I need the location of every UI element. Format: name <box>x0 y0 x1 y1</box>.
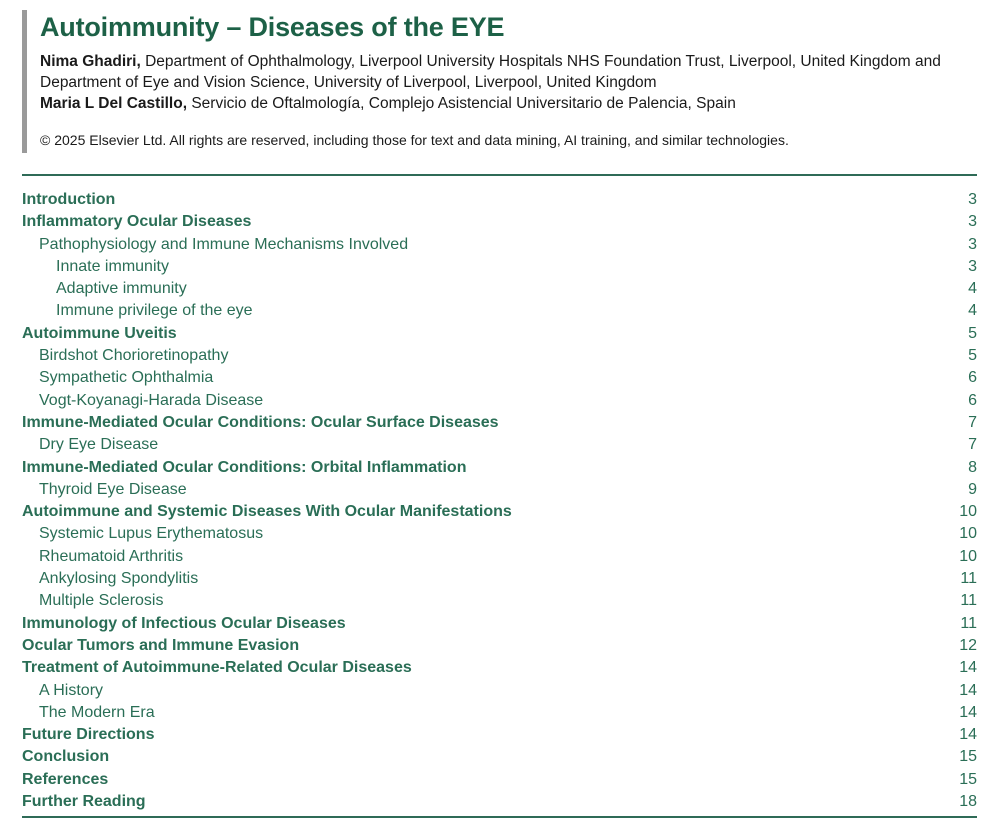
toc-entry-title[interactable]: Immune-Mediated Ocular Conditions: Ocular Surface Diseases <box>22 413 499 431</box>
toc-entry-title[interactable]: Future Directions <box>22 726 155 744</box>
toc-entry[interactable] <box>22 367 977 389</box>
toc-entry-title[interactable]: Dry Eye Disease <box>39 436 159 454</box>
toc-entry-title[interactable]: Systemic Lupus Erythematosus <box>39 525 264 543</box>
toc-entry-page: 10 <box>959 503 977 521</box>
toc-entry-title[interactable]: Further Reading <box>22 793 146 811</box>
toc-entry[interactable] <box>22 457 977 479</box>
toc-entry-page: 11 <box>960 614 977 632</box>
toc-entry-page: 7 <box>968 413 977 431</box>
toc-entry-page: 14 <box>959 703 977 721</box>
table-of-contents <box>22 189 977 813</box>
toc-entry-page: 6 <box>968 391 977 409</box>
author-affiliation: Department of Ophthalmology, Liverpool University Hospitals NHS Foundation Trust, Liverpool, United Kingdom and Department of Eye and Vision Science, University of Liverpool, Liverpool, United Kingdom <box>40 53 941 91</box>
toc-entry-title[interactable]: Vogt-Koyanagi-Harada Disease <box>39 391 264 409</box>
toc-entry[interactable] <box>22 211 977 233</box>
toc-entry[interactable] <box>22 256 977 278</box>
toc-entry-title[interactable]: Autoimmune Uveitis <box>22 324 177 342</box>
toc-entry-page: 3 <box>968 257 977 275</box>
toc-entry-page: 10 <box>959 547 977 565</box>
toc-entry-page: 4 <box>968 280 977 298</box>
toc-entry-title[interactable]: Ocular Tumors and Immune Evasion <box>22 636 300 654</box>
bottom-divider <box>22 816 977 818</box>
toc-entry[interactable] <box>22 590 977 612</box>
toc-entry-page: 3 <box>968 191 977 208</box>
toc-entry-title[interactable]: Pathophysiology and Immune Mechanisms Involved <box>39 235 409 253</box>
toc-entry-page: 3 <box>968 213 977 231</box>
toc-entry[interactable] <box>22 635 977 657</box>
toc-entry-page: 3 <box>968 235 977 253</box>
toc-entry-title[interactable]: References <box>22 770 109 788</box>
toc-entry-title[interactable]: Immunology of Infectious Ocular Diseases <box>22 614 346 632</box>
toc-entry[interactable] <box>22 724 977 746</box>
toc-entry-page: 14 <box>959 726 977 744</box>
copyright-notice: © 2025 Elsevier Ltd. All rights are reserved, including those for text and data mining, AI training, and similar technologies. <box>40 132 789 148</box>
toc-entry-title[interactable]: Immune-Mediated Ocular Conditions: Orbital Inflammation <box>22 458 467 476</box>
toc-entry-title[interactable]: Immune privilege of the eye <box>56 302 253 320</box>
author-name: Maria L Del Castillo, <box>40 95 188 112</box>
toc-entry-page: 4 <box>968 302 977 320</box>
toc-entry[interactable] <box>22 568 977 590</box>
chapter-title: Autoimmunity – Diseases of the EYE <box>40 12 505 42</box>
toc-entry-title[interactable]: Rheumatoid Arthritis <box>39 547 184 565</box>
toc-entry[interactable] <box>22 345 977 367</box>
toc-entry-title[interactable]: The Modern Era <box>39 703 155 721</box>
toc-entry[interactable] <box>22 189 977 211</box>
toc-entry-page: 8 <box>968 458 977 476</box>
author-name: Nima Ghadiri, <box>40 53 141 70</box>
toc-entry[interactable] <box>22 300 977 322</box>
toc-entry-page: 14 <box>959 659 977 677</box>
toc-entry[interactable] <box>22 546 977 568</box>
toc-entry-title[interactable]: A History <box>39 681 104 699</box>
top-divider <box>22 174 977 176</box>
toc-entry-page: 9 <box>968 480 977 498</box>
toc-entry[interactable] <box>22 702 977 724</box>
toc-entry[interactable] <box>22 278 977 300</box>
toc-entry-page: 5 <box>968 324 977 342</box>
author-affiliation: Servicio de Oftalmología, Complejo Asistencial Universitario de Palencia, Spain <box>187 95 736 112</box>
toc-entry[interactable] <box>22 769 977 791</box>
toc-entry-title[interactable]: Thyroid Eye Disease <box>39 480 187 498</box>
toc-entry[interactable] <box>22 657 977 679</box>
toc-entry-page: 6 <box>968 369 977 387</box>
toc-entry-title[interactable]: Adaptive immunity <box>56 280 187 298</box>
toc-entry[interactable] <box>22 791 977 813</box>
toc-entry-page: 15 <box>959 748 977 766</box>
toc-entry[interactable] <box>22 234 977 256</box>
toc-entry-title[interactable]: Introduction <box>22 191 116 208</box>
author-entry <box>40 51 982 93</box>
toc-entry-page: 12 <box>959 636 977 654</box>
toc-entry[interactable] <box>22 613 977 635</box>
toc-entry-page: 11 <box>960 570 977 588</box>
toc-entry[interactable] <box>22 523 977 545</box>
chapter-header <box>22 10 982 153</box>
toc-entry[interactable] <box>22 390 977 412</box>
toc-entry[interactable] <box>22 680 977 702</box>
toc-entry-page: 14 <box>959 681 977 699</box>
toc-entry-title[interactable]: Sympathetic Ophthalmia <box>39 369 214 387</box>
toc-entry[interactable] <box>22 412 977 434</box>
toc-entry-page: 18 <box>959 793 977 811</box>
toc-entry[interactable] <box>22 323 977 345</box>
toc-entry-page: 7 <box>968 436 977 454</box>
toc-entry-page: 11 <box>960 592 977 610</box>
author-entry <box>40 93 982 114</box>
toc-entry-title[interactable]: Innate immunity <box>56 257 169 275</box>
toc-entry-page: 10 <box>959 525 977 543</box>
toc-entry[interactable] <box>22 434 977 456</box>
toc-entry-title[interactable]: Conclusion <box>22 748 110 766</box>
toc-entry[interactable] <box>22 479 977 501</box>
toc-entry-page: 5 <box>968 347 977 365</box>
toc-entry-title[interactable]: Inflammatory Ocular Diseases <box>22 213 252 231</box>
toc-entry[interactable] <box>22 501 977 523</box>
toc-entry-title[interactable]: Ankylosing Spondylitis <box>39 570 199 588</box>
author-block <box>40 51 982 114</box>
toc-entry-title[interactable]: Autoimmune and Systemic Diseases With Ocular Manifestations <box>22 503 512 521</box>
toc-entry-title[interactable]: Treatment of Autoimmune-Related Ocular Diseases <box>22 659 412 677</box>
toc-entry-page: 15 <box>959 770 977 788</box>
toc-entry-title[interactable]: Multiple Sclerosis <box>39 592 164 610</box>
toc-entry-title[interactable]: Birdshot Chorioretinopathy <box>39 347 229 365</box>
toc-entry[interactable] <box>22 746 977 768</box>
